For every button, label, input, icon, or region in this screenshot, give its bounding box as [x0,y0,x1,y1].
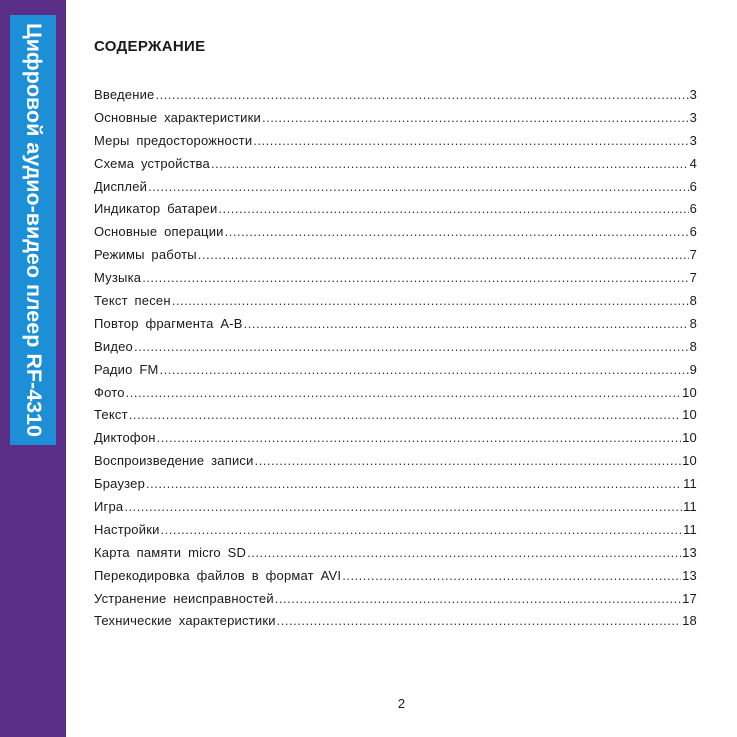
toc-entry[interactable] [94,221,697,244]
toc-entry-page: 8 [689,293,697,309]
toc-entry-page: 6 [689,178,697,194]
toc-leader-dots [275,588,681,611]
toc-entry[interactable] [94,313,697,336]
toc-leader-dots [161,519,683,542]
toc-leader-dots [134,336,689,359]
toc-entry[interactable] [94,519,697,542]
toc-leader-dots [126,382,681,405]
toc-entry[interactable] [94,542,697,565]
toc-entry-title: Видео [94,338,133,354]
toc-entry[interactable] [94,267,697,290]
page-number: 2 [397,696,406,711]
toc-entry-page: 3 [689,87,697,102]
toc-entry-title: Введение [94,87,155,102]
toc-entry[interactable] [94,473,697,496]
toc-entry[interactable] [94,153,697,176]
toc-entry[interactable] [94,610,697,633]
toc-entry-title: Текст [94,407,128,423]
toc-entry[interactable] [94,359,697,382]
toc-entry-page: 4 [689,155,697,171]
toc-leader-dots [198,244,689,267]
toc-leader-dots [142,267,688,290]
toc-entry-page: 11 [683,476,697,492]
toc-entry-title: Основные характеристики [94,109,261,125]
toc-entry-page: 10 [682,430,697,446]
sidebar-band [0,0,66,737]
toc-leader-dots [225,221,689,244]
toc-entry[interactable] [94,290,697,313]
toc-entry-page: 10 [682,407,697,423]
toc-entry[interactable] [94,382,697,405]
toc-entry[interactable] [94,198,697,221]
sidebar-title-panel [10,15,56,445]
toc-entry[interactable] [94,107,697,130]
toc-entry[interactable] [94,450,697,473]
toc-entry-title: Воспроизведение записи [94,453,254,469]
toc-entry-title: Схема устройства [94,155,210,171]
toc-entry-title: Основные операции [94,224,224,240]
toc-entry-title: Радио FM [94,361,159,377]
toc-leader-dots [262,107,689,130]
toc-entry-title: Игра [94,499,124,515]
toc-entry-title: Карта памяти micro SD [94,544,247,560]
toc-entry-page: 8 [689,315,697,331]
toc-entry[interactable] [94,427,697,450]
sidebar-title: Цифровой аудио-видео плеер RF-4310 [21,23,46,437]
toc-entry-title: Музыка [94,270,142,286]
toc-leader-dots [211,153,689,176]
toc-entry-page: 11 [683,499,697,515]
toc-entry[interactable] [94,496,697,519]
toc-entry-title: Перекодировка файлов в формат AVI [94,567,342,583]
toc-entry-title: Фото [94,384,125,400]
toc-leader-dots [148,176,688,199]
toc-entry-page: 9 [689,361,697,377]
toc-entry-page: 10 [682,453,697,469]
toc-entry-page: 13 [682,567,697,583]
toc-leader-dots [342,565,681,588]
toc-entry-title: Режимы работы [94,247,197,263]
toc-entry-title: Текст песен [94,293,171,309]
toc-leader-dots [247,542,681,565]
toc-entry[interactable] [94,176,697,199]
toc-entry-title: Браузер [94,476,146,492]
toc-entry[interactable] [94,336,697,359]
toc-entry-page: 18 [682,613,697,629]
toc-entry-title: Настройки [94,521,160,537]
toc-entry-page: 6 [689,224,697,240]
toc-leader-dots [253,130,688,153]
toc-leader-dots [157,427,681,450]
table-of-contents [94,84,697,633]
toc-entry-title: Дисплей [94,178,148,194]
toc-entry-page: 13 [682,544,697,560]
toc-entry[interactable] [94,244,697,267]
toc-entry-page: 10 [682,384,697,400]
toc-leader-dots [172,290,689,313]
toc-leader-dots [244,313,689,336]
toc-leader-dots [218,198,688,221]
toc-leader-dots [124,496,682,519]
toc-entry-page: 7 [689,270,697,286]
toc-entry[interactable] [94,565,697,588]
toc-entry-page: 3 [689,109,697,125]
toc-leader-dots [129,404,681,427]
toc-leader-dots [146,473,682,496]
toc-entry-page: 7 [689,247,697,263]
toc-entry-title: Технические характеристики [94,613,276,629]
toc-entry-page: 11 [683,521,697,537]
page-title: СОДЕРЖАНИЕ [94,38,206,55]
toc-entry-title: Повтор фрагмента А-В [94,315,243,331]
toc-leader-dots [155,84,688,107]
toc-entry-title: Диктофон [94,430,156,446]
toc-entry-page: 17 [682,590,697,606]
toc-entry-page: 3 [689,132,697,148]
toc-leader-dots [160,359,689,382]
toc-entry-title: Индикатор батареи [94,201,218,217]
toc-entry-title: Устранение неисправностей [94,590,274,606]
toc-entry[interactable] [94,404,697,427]
toc-entry-page: 8 [689,338,697,354]
toc-entry[interactable] [94,84,697,107]
toc-leader-dots [277,610,681,633]
toc-leader-dots [255,450,682,473]
toc-entry-page: 6 [689,201,697,217]
toc-entry-title: Меры предосторожности [94,132,253,148]
toc-entry[interactable] [94,130,697,153]
toc-entry[interactable] [94,588,697,611]
